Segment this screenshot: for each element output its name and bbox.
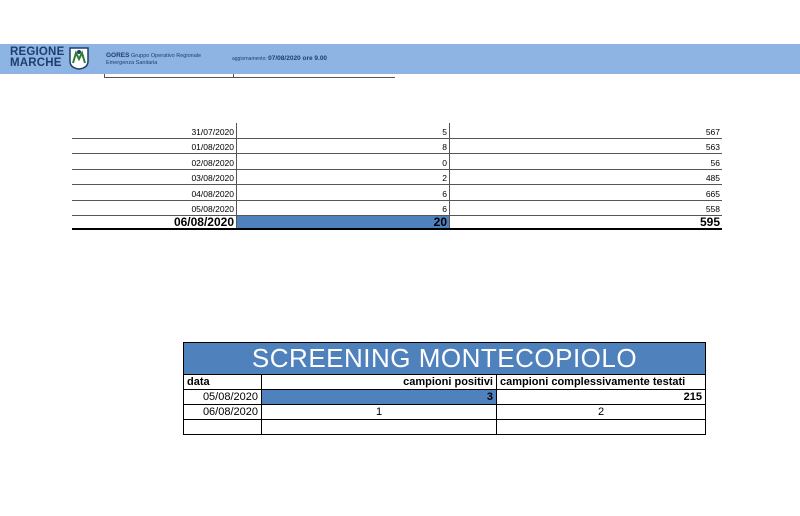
testati-cell: 485: [450, 169, 723, 185]
positivi-cell: 3: [262, 390, 497, 405]
update-label: aggiornamento:: [232, 56, 267, 62]
empty-cell: [262, 420, 497, 435]
table-row: [72, 200, 722, 216]
positivi-cell: 8: [237, 138, 450, 154]
col-header-data: data: [184, 375, 262, 390]
header-bar: [0, 44, 800, 74]
table-row: [72, 169, 722, 185]
positivi-cell: 6: [237, 185, 450, 201]
positivi-cell: 0: [237, 154, 450, 170]
testati-cell: 563: [450, 138, 723, 154]
table-row-empty: [184, 420, 706, 435]
testati-cell: 595: [450, 216, 723, 230]
date-cell: 06/08/2020: [72, 216, 237, 230]
date-cell: 05/08/2020: [184, 390, 262, 405]
empty-cell: [184, 420, 262, 435]
regione-marche-logo: [10, 47, 70, 69]
screening-header-row: [184, 375, 706, 390]
table-row: [72, 123, 722, 138]
positivi-cell: 6: [237, 200, 450, 216]
update-info: [232, 55, 327, 62]
positivi-cell: 2: [237, 169, 450, 185]
table-row: [72, 185, 722, 201]
table-row: [72, 154, 722, 170]
logo-line1: REGIONE: [10, 46, 65, 58]
testati-cell: 567: [450, 123, 723, 138]
date-cell: 01/08/2020: [72, 138, 237, 154]
testati-cell: 665: [450, 185, 723, 201]
testati-cell: 558: [450, 200, 723, 216]
logo-line2: MARCHE: [10, 57, 62, 69]
testati-cell: 215: [497, 390, 706, 405]
col-header-positivi: campioni positivi: [262, 375, 497, 390]
positivi-cell: 5: [237, 123, 450, 138]
table-row-latest: [72, 216, 722, 230]
gores-subtitle-1: Gruppo Operativo Regionale: [131, 53, 202, 59]
date-cell: 04/08/2020: [72, 185, 237, 201]
daily-table: [72, 123, 722, 230]
update-value: 07/08/2020 ore 9.00: [268, 55, 328, 62]
screening-table: [183, 342, 706, 435]
empty-cell: [497, 420, 706, 435]
gores-title: GORES: [106, 52, 130, 59]
screening-title: SCREENING MONTECOPIOLO: [184, 343, 706, 375]
col-header-testati: campioni complessivamente testati: [497, 375, 706, 390]
table-row: [184, 390, 706, 405]
date-cell: 31/07/2020: [72, 123, 237, 138]
gores-label: [106, 52, 201, 67]
table-row: [184, 405, 706, 420]
screening-title-row: [184, 343, 706, 375]
testati-cell: 56: [450, 154, 723, 170]
date-cell: 06/08/2020: [184, 405, 262, 420]
positivi-cell: 1: [262, 405, 497, 420]
testati-cell: 2: [497, 405, 706, 420]
date-cell: 03/08/2020: [72, 169, 237, 185]
date-cell: 05/08/2020: [72, 200, 237, 216]
positivi-cell: 20: [237, 216, 450, 230]
header-divider: [104, 74, 395, 78]
date-cell: 02/08/2020: [72, 154, 237, 170]
shield-logo-icon: [69, 47, 89, 70]
gores-subtitle-2: Emergenza Sanitaria: [106, 60, 158, 66]
table-row: [72, 138, 722, 154]
